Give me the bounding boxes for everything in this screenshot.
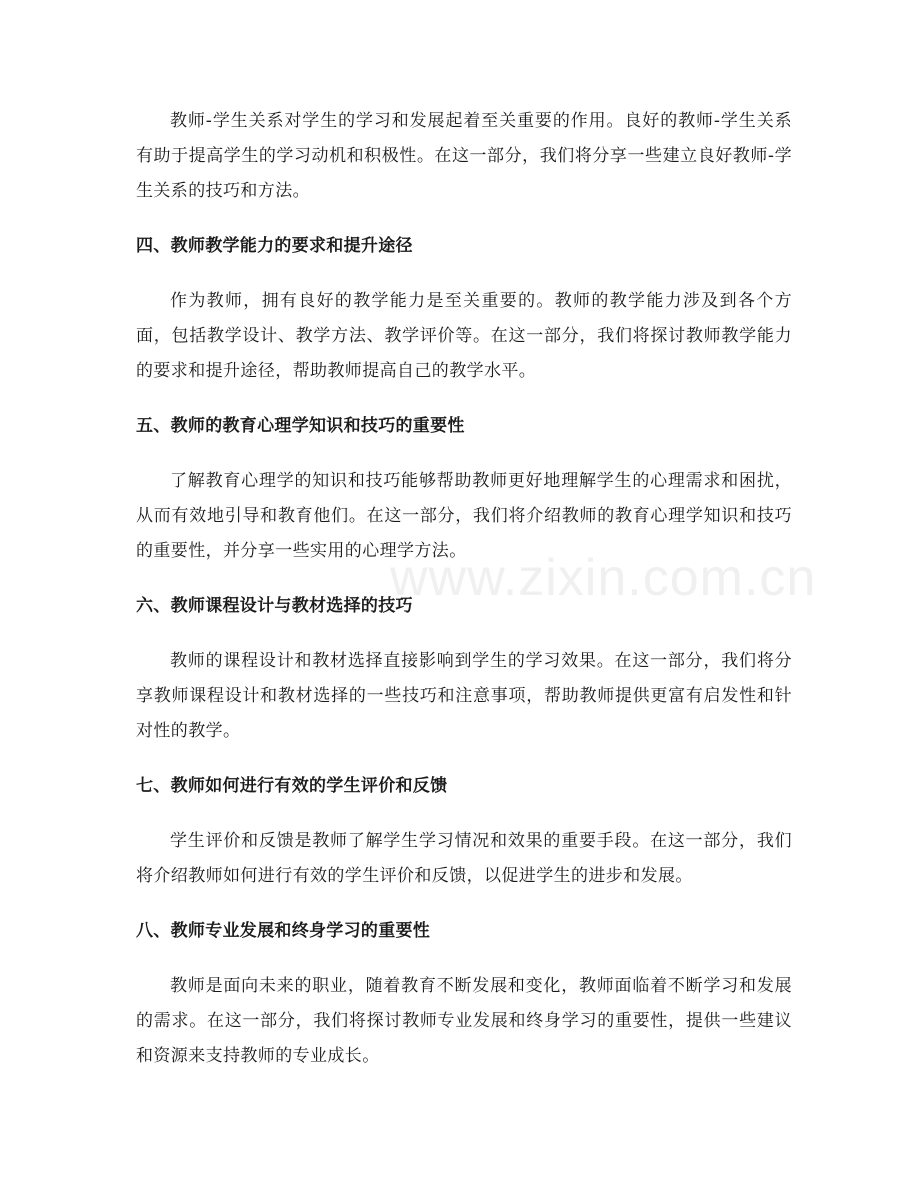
section-heading-4: 四、教师教学能力的要求和提升途径 bbox=[136, 236, 413, 256]
section-heading-7: 七、教师如何进行有效的学生评价和反馈 bbox=[136, 776, 448, 796]
section-paragraph-6: 教师的课程设计和教材选择直接影响到学生的学习效果。在这一部分，我们将分享教师课程设计和教材选择的一些技巧和注意事项，帮助教师提供更富有启发性和针对性的教学。 bbox=[136, 651, 792, 741]
document-body bbox=[136, 104, 792, 1074]
watermark: www.zixin.com.cn bbox=[390, 549, 817, 607]
section-paragraph-5: 了解教育心理学的知识和技巧能够帮助教师更好地理解学生的心理需求和困扰，从而有效地引导和教育他们。在这一部分，我们将介绍教师的教育心理学知识和技巧的重要性，并分享一些实用的心理学方法。 bbox=[136, 471, 792, 561]
section-heading-5: 五、教师的教育心理学知识和技巧的重要性 bbox=[136, 416, 465, 436]
intro-paragraph: 教师-学生关系对学生的学习和发展起着至关重要的作用。良好的教师-学生关系有助于提高学生的学习动机和积极性。在这一部分，我们将分享一些建立良好教师-学生关系的技巧和方法。 bbox=[136, 111, 792, 201]
section-paragraph-4: 作为教师，拥有良好的教学能力是至关重要的。教师的教学能力涉及到各个方面，包括教学设计、教学方法、教学评价等。在这一部分，我们将探讨教师教学能力的要求和提升途径，帮助教师提高自己的教学水平。 bbox=[136, 291, 792, 381]
section-heading-8: 八、教师专业发展和终身学习的重要性 bbox=[136, 921, 431, 941]
section-heading-6: 六、教师课程设计与教材选择的技巧 bbox=[136, 596, 413, 616]
section-paragraph-7: 学生评价和反馈是教师了解学生学习情况和效果的重要手段。在这一部分，我们将介绍教师如何进行有效的学生评价和反馈，以促进学生的进步和发展。 bbox=[136, 831, 792, 886]
section-paragraph-8: 教师是面向未来的职业，随着教育不断发展和变化，教师面临着不断学习和发展的需求。在这一部分，我们将探讨教师专业发展和终身学习的重要性，提供一些建议和资源来支持教师的专业成长。 bbox=[136, 976, 792, 1066]
